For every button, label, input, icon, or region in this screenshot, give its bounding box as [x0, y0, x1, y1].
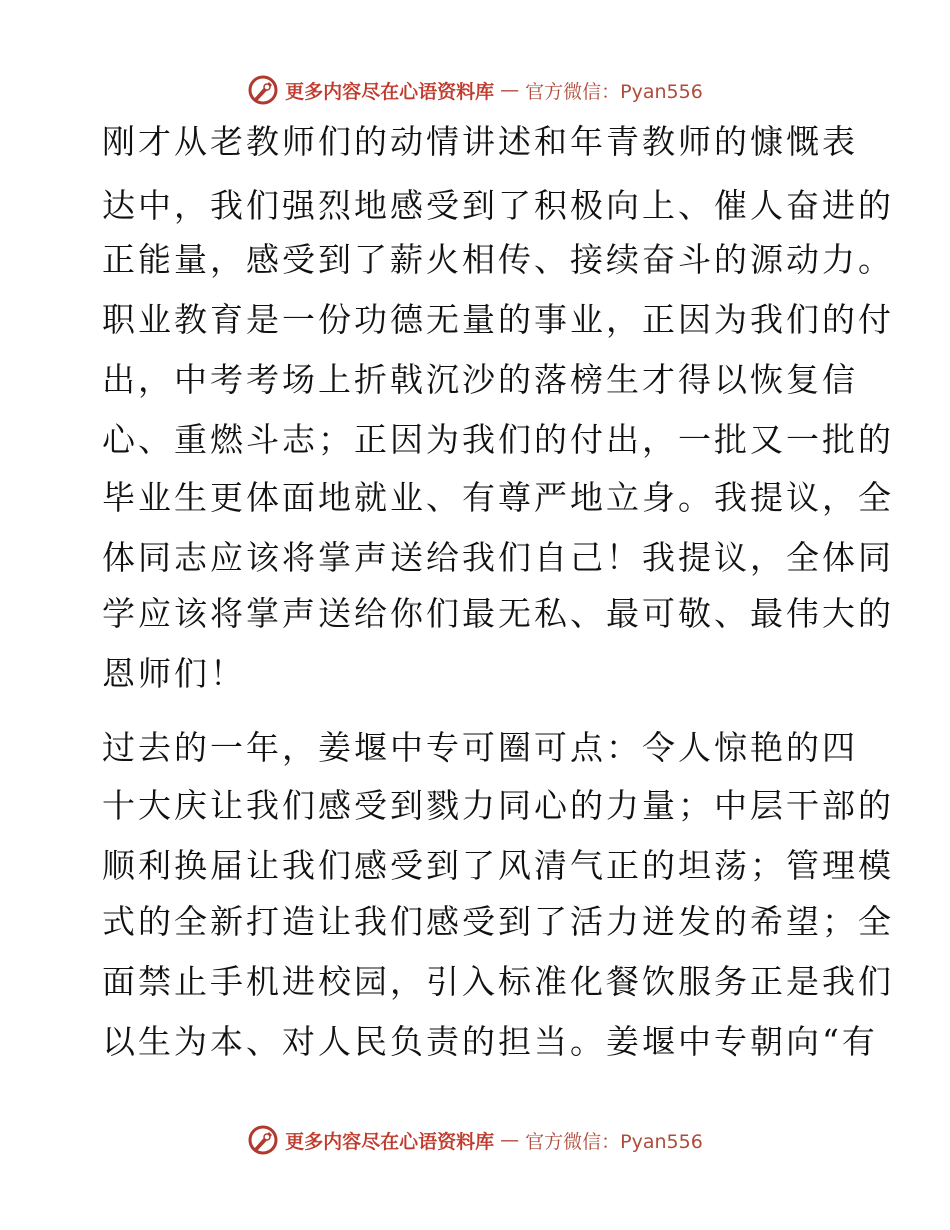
- logo-icon: [247, 1124, 279, 1156]
- body-line: 面禁止手机进校园，引入标准化餐饮服务正是我们: [102, 962, 894, 1001]
- banner-main-text: 更多内容尽在心语资料库: [285, 1130, 495, 1153]
- body-line: 达中，我们强烈地感受到了积极向上、催人奋进的: [102, 186, 894, 225]
- banner-separator: —: [500, 1129, 520, 1151]
- body-line: 正能量，感受到了薪火相传、接续奋斗的源动力。: [102, 240, 894, 279]
- body-line: 恩师们！: [102, 654, 246, 693]
- header-banner: [0, 70, 950, 110]
- body-line: 刚才从老教师们的动情讲述和年青教师的慷慨表: [102, 122, 858, 161]
- body-line: 顺利换届让我们感受到了风清气正的坦荡；管理模: [102, 846, 894, 885]
- body-line: 出，中考考场上折戟沉沙的落榜生才得以恢复信: [102, 360, 858, 399]
- banner-main-text: 更多内容尽在心语资料库: [285, 80, 495, 103]
- body-line: 体同志应该将掌声送给我们自己！我提议，全体同: [102, 538, 894, 577]
- body-line: 十大庆让我们感受到戮力同心的力量；中层干部的: [102, 786, 894, 825]
- body-line: 心、重燃斗志；正因为我们的付出，一批又一批的: [102, 420, 894, 459]
- banner-wechat-text: 官方微信：Pyan556: [525, 80, 703, 103]
- body-line: 毕业生更体面地就业、有尊严地立身。我提议，全: [102, 478, 894, 517]
- banner-wechat-text: 官方微信：Pyan556: [525, 1130, 703, 1153]
- body-line: 职业教育是一份功德无量的事业，正因为我们的付: [102, 300, 894, 339]
- banner-separator: —: [500, 79, 520, 101]
- body-line: 学应该将掌声送给你们最无私、最可敬、最伟大的: [102, 594, 894, 633]
- body-line: 式的全新打造让我们感受到了活力迸发的希望；全: [102, 902, 894, 941]
- footer-banner: [0, 1120, 950, 1160]
- body-line: 以生为本、对人民负责的担当。姜堰中专朝向“有: [102, 1022, 878, 1061]
- logo-icon: [247, 74, 279, 106]
- body-line: 过去的一年，姜堰中专可圈可点：令人惊艳的四: [102, 728, 858, 767]
